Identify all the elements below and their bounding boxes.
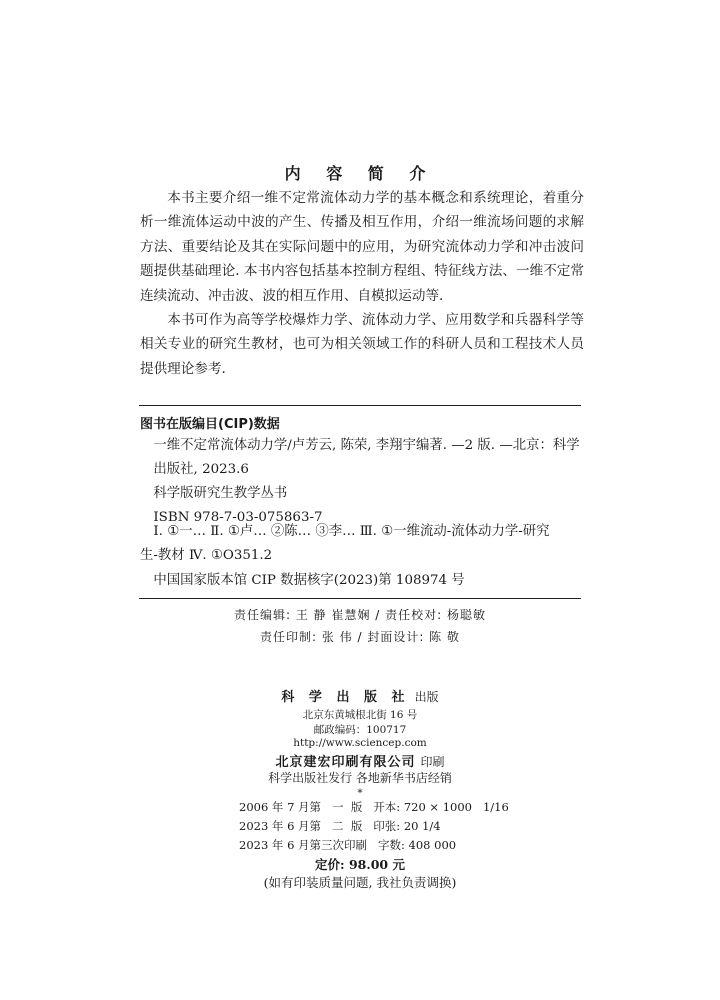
printer-line	[0, 751, 720, 770]
distribution-line: 科学出版社发行 各地新华书店经销	[268, 771, 452, 785]
quality-note: (如有印装质量问题, 我社负责调换)	[263, 875, 457, 890]
publisher-suffix: 出版	[414, 690, 439, 704]
summary-paragraph-2: 本书可作为高等学校爆炸力学、流体动力学、应用数学和兵器科学等相关专业的研究生教材，也可为相关领域工作的科研人员和工程技术人员提供理论参考.	[140, 312, 584, 377]
publisher-name-line	[0, 686, 720, 705]
cip-isbn: ISBN 978-7-03-075863-7	[153, 510, 323, 525]
spec-line-2: 2023 年 6 月第 二 版 印张: 20 1/4	[239, 819, 441, 833]
summary-paragraph-1: 本书主要介绍一维不定常流体动力学的基本概念和系统理论，着重分析一维流体运动中波的产生、传播及相互作用，介绍一维流场问题的求解方法、重要结论及其在实际问题中的应用，为研究流体动力学和冲击波问题提供基础理论. 本书内容包括基本控制方程组、特征线方法、一维不定常连续流动、冲击波、波的相互作用、自模拟运动等.	[140, 190, 584, 304]
cip-classification-line-1: Ⅰ. ①一… Ⅱ. ①卢… ②陈… ③李… Ⅲ. ①一维流动-流体动力学-研究	[153, 524, 550, 539]
publisher-postcode: 邮政编码：100717	[313, 724, 407, 736]
cip-heading: 图书在版编目(CIP)数据	[140, 417, 280, 432]
cip-series-line: 科学版研究生教学丛书	[153, 486, 288, 501]
spec-line-1: 2006 年 7 月第 一 版 开本: 720 × 1000 1/16	[239, 800, 509, 814]
separator-star: *	[357, 787, 363, 799]
cip-publisher-line: 出版社, 2023.6	[153, 462, 249, 477]
cip-number-block	[140, 569, 582, 593]
printer-suffix: 印刷	[420, 755, 445, 769]
cip-classification-line-2: 生-教材 Ⅳ. ①O351.2	[140, 548, 273, 563]
price: 定价: 98.00 元	[315, 857, 405, 872]
divider-top	[139, 405, 581, 406]
responsibility-line-1: 责任编辑: 王 静 崔慧娴 / 责任校对: 杨聪敏	[233, 608, 487, 622]
spec-line-3: 2023 年 6 月第三次印刷 字数: 408 000	[239, 838, 457, 852]
responsibility-line-2: 责任印制: 张 伟 / 封面设计: 陈 敬	[259, 630, 461, 644]
summary-text	[140, 186, 584, 381]
cip-record-block	[140, 434, 582, 530]
publisher-url: http://www.sciencep.com	[293, 737, 427, 749]
publisher-address: 北京东黄城根北街 16 号	[302, 709, 418, 721]
edition-specs	[239, 798, 509, 855]
divider-bottom	[139, 598, 581, 599]
cip-classification-block	[140, 520, 582, 568]
publisher-name: 科 学 出 版 社	[281, 690, 410, 705]
printer-name: 北京建宏印刷有限公司	[275, 755, 416, 770]
cip-title-line: 一维不定常流体动力学/卢芳云, 陈荣, 李翔宇编著. —2 版. —北京：科学	[153, 438, 580, 453]
summary-title: 内 容 简 介	[284, 164, 436, 183]
cip-record-number: 中国国家版本馆 CIP 数据核字(2023)第 108974 号	[153, 573, 465, 588]
